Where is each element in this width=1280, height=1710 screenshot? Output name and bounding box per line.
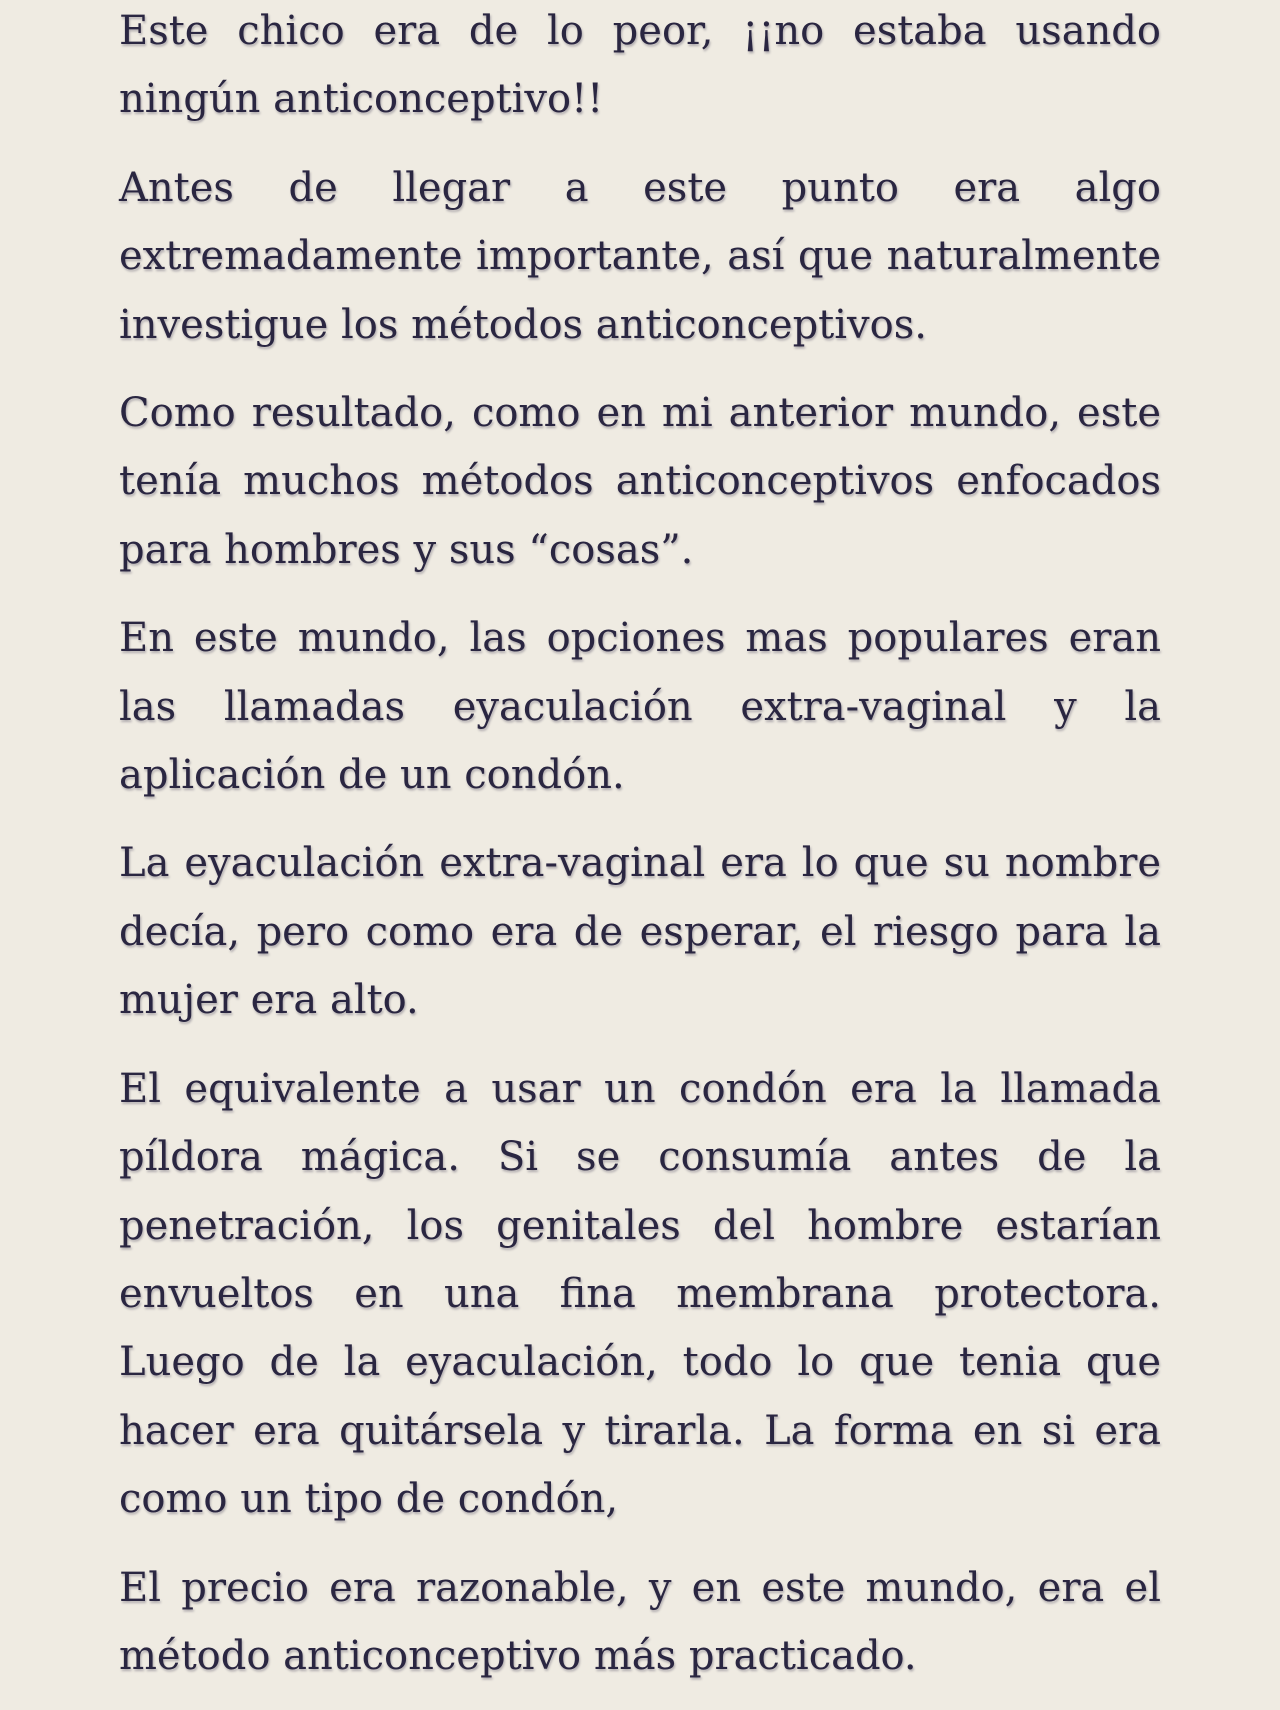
paragraph-1: Este chico era de lo peor, ¡¡no estaba usando ningún anticonceptivo!! bbox=[119, 8, 1161, 123]
paragraph-5: La eyaculación extra-vaginal era lo que su nombre decía, pero como era de esperar, el riesgo para la mujer era alto. bbox=[119, 840, 1161, 1024]
paragraph-3: Como resultado, como en mi anterior mundo, este tenía muchos métodos anticonceptivos enfocados para hombres y sus “cosas”. bbox=[119, 390, 1161, 573]
paragraph-2: Antes de llegar a este punto era algo extremadamente importante, así que naturalmente investigue los métodos anticonceptivos. bbox=[119, 164, 1161, 348]
paragraph-7: El precio era razonable, y en este mundo, era el método anticonceptivo más practicado. bbox=[119, 1564, 1161, 1679]
text-column bbox=[119, 0, 1161, 1710]
paragraph-6: El equivalente a usar un condón era la llamada píldora mágica. Si se consumía antes de la penetración, los genitales del hombre estarían envueltos en una fina membrana protectora. Luego de la eyaculación, todo lo que tenia que hacer era quitársela y tirarla. La forma en si era como un tipo de condón, bbox=[119, 1065, 1161, 1523]
paragraph-4: En este mundo, las opciones mas populares eran las llamadas eyaculación extra-vaginal y la aplicación de un condón. bbox=[119, 615, 1161, 799]
